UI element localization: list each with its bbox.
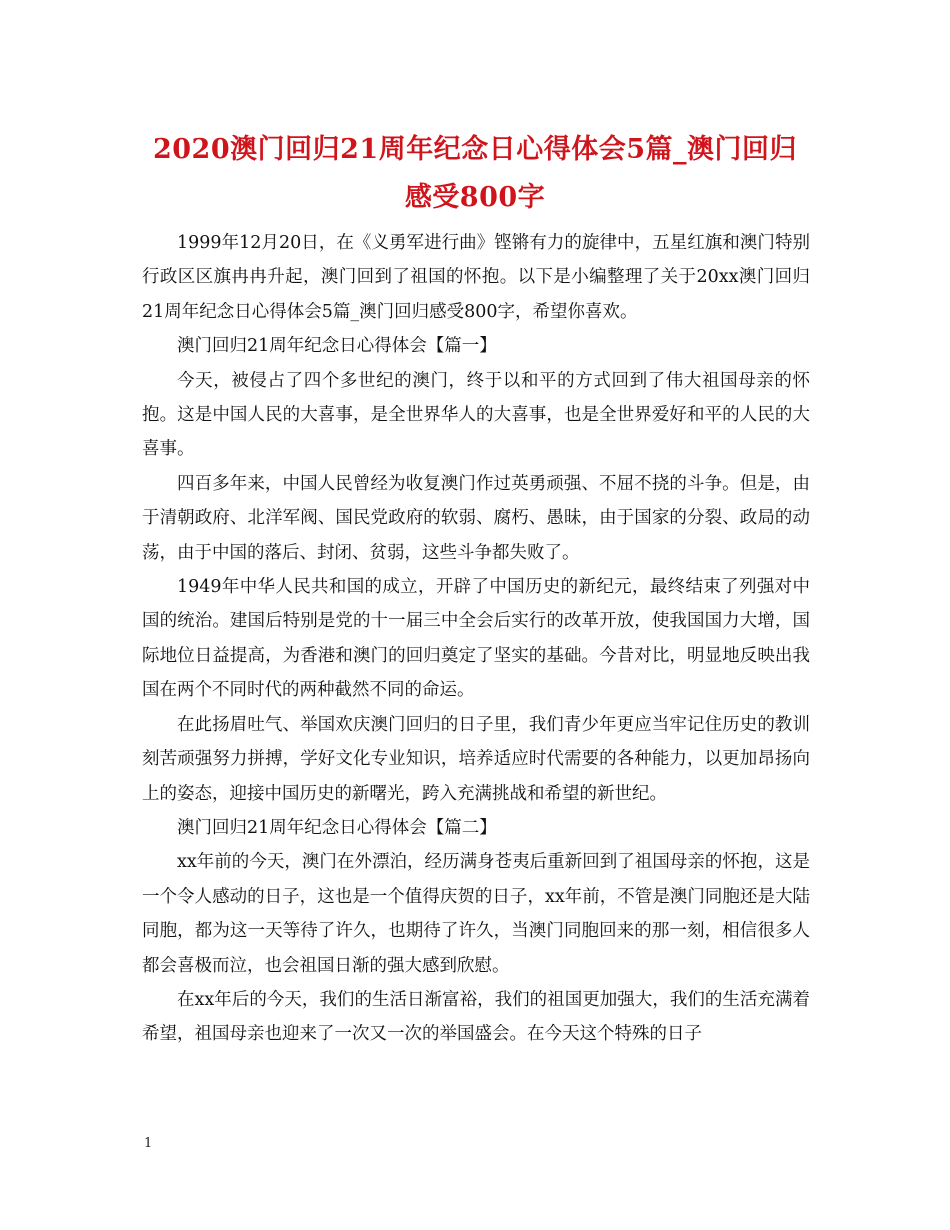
body-paragraph: 今天，被侵占了四个多世纪的澳门，终于以和平的方式回到了伟大祖国母亲的怀抱。这是中国人民的大喜事，是全世界华人的大喜事，也是全世界爱好和平的人民的大喜事。 bbox=[142, 370, 810, 460]
body-paragraph: 在此扬眉吐气、举国欢庆澳门回归的日子里，我们青少年更应当牢记住历史的教训刻苦顽强努力拼搏，学好文化专业知识，培养适应时代需要的各种能力，以更加昂扬向上的姿态，迎接中国历史的新曙光，跨入充满挑战和希望的新世纪。 bbox=[142, 714, 810, 804]
document-body bbox=[142, 226, 810, 1052]
section-heading-2: 澳门回归21周年纪念日心得体会【篇二】 bbox=[177, 817, 497, 838]
body-paragraph: 四百多年来，中国人民曾经为收复澳门作过英勇顽强、不屈不挠的斗争。但是，由于清朝政府、北洋军阀、国民党政府的软弱、腐朽、愚昧，由于国家的分裂、政局的动荡，由于中国的落后、封闭、贫弱，这些斗争都失败了。 bbox=[142, 473, 810, 563]
body-paragraph: 在xx年后的今天，我们的生活日渐富裕，我们的祖国更加强大，我们的生活充满着希望，祖国母亲也迎来了一次又一次的举国盛会。在今天这个特殊的日子 bbox=[142, 989, 810, 1045]
section-heading-1: 澳门回归21周年纪念日心得体会【篇一】 bbox=[177, 336, 497, 357]
page-number: 1 bbox=[144, 1136, 153, 1151]
body-paragraph: 1949年中华人民共和国的成立，开辟了中国历史的新纪元，最终结束了列强对中国的统治。建国后特别是党的十一届三中全会后实行的改革开放，使我国国力大增，国际地位日益提高，为香港和澳门的回归奠定了坚实的基础。今昔对比，明显地反映出我国在两个不同时代的两种截然不同的命运。 bbox=[142, 577, 810, 701]
body-paragraph: xx年前的今天，澳门在外漂泊，经历满身苍夷后重新回到了祖国母亲的怀抱，这是一个令人感动的日子，这也是一个值得庆贺的日子，xx年前，不管是澳门同胞还是大陆同胞，都为这一天等待了许久，也期待了许久，当澳门同胞回来的那一刻，相信很多人都会喜极而泣，也会祖国日渐的强大感到欣慰。 bbox=[142, 852, 810, 976]
intro-paragraph: 1999年12月20日，在《义勇军进行曲》铿锵有力的旋律中，五星红旗和澳门特别行政区区旗冉冉升起，澳门回到了祖国的怀抱。以下是小编整理了关于20xx澳门回归21周年纪念日心得体会5篇_澳门回归感受800字，希望你喜欢。 bbox=[142, 233, 810, 322]
document-title: 2020澳门回归21周年纪念日心得体会5篇_澳门回归感受800字 bbox=[152, 134, 797, 213]
